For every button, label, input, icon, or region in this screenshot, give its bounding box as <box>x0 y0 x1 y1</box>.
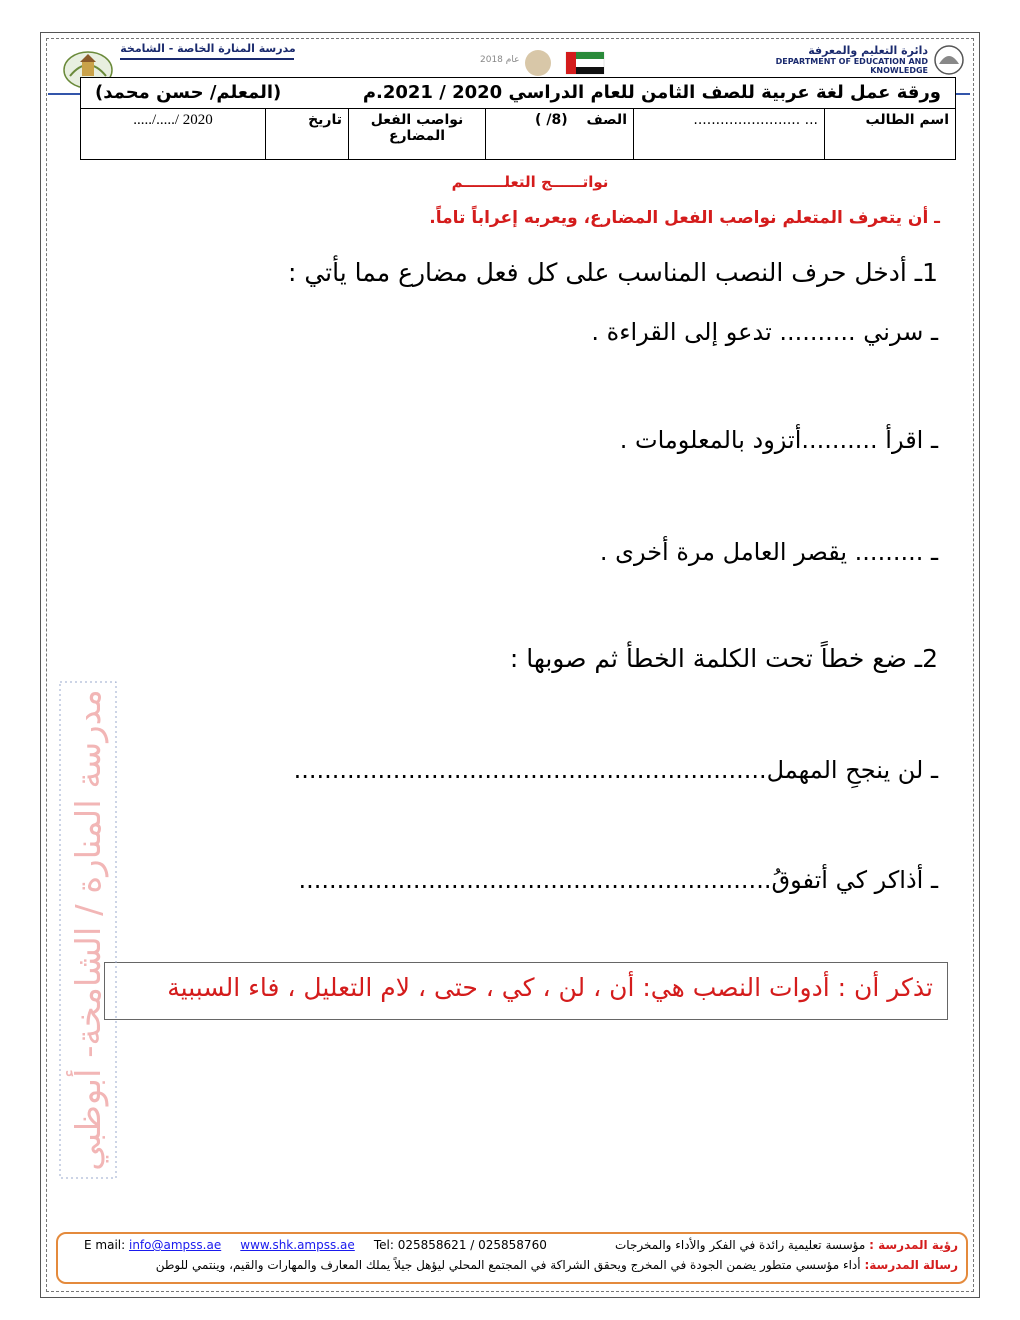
student-name-field[interactable] <box>634 109 825 160</box>
remember-box <box>104 962 948 1020</box>
teacher-name: (المعلم/ حسن محمد) <box>95 82 282 103</box>
worksheet-title: ورقة عمل لغة عربية للصف الثامن للعام الدراسي 2020 / 2021.م <box>362 82 941 103</box>
phone-numbers: Tel: 025858621 / 025858760 <box>373 1238 547 1252</box>
year-logo <box>470 46 610 80</box>
email-label: E mail: <box>84 1238 126 1252</box>
department-name-en: DEPARTMENT OF EDUCATION AND KNOWLEDGE <box>775 57 928 75</box>
date-label-cell <box>266 109 349 160</box>
question-2-item-1: ـ لن ينجحِ المهمل.............................................................. <box>293 756 938 784</box>
mission-label: رسالة المدرسة: <box>864 1258 958 1272</box>
question-2-item-2: ـ أذاكر كي أتفوقُ.............................................................. <box>298 866 938 894</box>
footer-mission <box>156 1258 958 1272</box>
student-label-cell <box>825 109 956 160</box>
footer-vision <box>615 1238 958 1252</box>
remember-text: تذكر أن : أدوات النصب هي: أن ، لن ، كي ، حتى ، لام التعليل ، فاء السببية <box>167 973 933 1002</box>
vision-label: رؤية المدرسة : <box>869 1238 958 1252</box>
footer-box <box>56 1232 968 1284</box>
grade-label: الصف <box>586 112 627 128</box>
outcomes-title: نواتــــــج التعلــــــــم <box>451 173 609 191</box>
school-name-underline <box>120 58 294 60</box>
question-1-title: 1ـ أدخل حرف النصب المناسب على كل فعل مضارع مما يأتي : <box>287 258 938 287</box>
student-label: اسم الطالب <box>865 112 949 128</box>
vision-text: مؤسسة تعليمية رائدة في الفكر والأداء والمخرجات <box>615 1238 866 1252</box>
question-1-item-1: ـ سرني .......... تدعو إلى القراءة . <box>591 318 938 346</box>
website-link[interactable]: www.shk.ampss.ae <box>240 1238 355 1252</box>
title-box <box>80 77 956 109</box>
student-name-dots: ... ........................ <box>693 112 818 128</box>
student-info-table <box>80 108 956 160</box>
emblem-icon <box>930 44 968 76</box>
question-1-item-2: ـ اقرأ ..........أتزود بالمعلومات . <box>619 426 938 454</box>
outcome-item: ـ أن يتعرف المتعلم نواصب الفعل المضارع، ويعربه إعراباً تاماً. <box>429 208 940 228</box>
grade-cell <box>486 109 634 160</box>
mission-text: أداء مؤسسي متطور يضمن الجودة في المخرج ويحقق الشراكة في المجتمع المحلي ليؤهل جيلاً يملك المعارف والمهارات والقيم، وينتمي للوطن <box>155 1258 861 1272</box>
watermark-text: مدرسة المنارة / الشامخة- أبوظبي <box>69 689 109 1171</box>
school-watermark <box>58 680 118 1180</box>
email-link[interactable]: info@ampss.ae <box>128 1238 222 1252</box>
question-1-item-3: ـ ......... يقصر العامل مرة أخرى . <box>599 538 938 566</box>
table-row <box>81 109 956 160</box>
date-field[interactable] <box>81 109 266 160</box>
department-name-ar: دائرة التعليم والمعرفة <box>808 44 928 57</box>
department-block <box>760 44 928 75</box>
footer-contact <box>84 1238 547 1252</box>
topic-cell <box>349 109 486 160</box>
date-value: ...../...../ 2020 <box>133 112 213 128</box>
date-label: تاريخ <box>308 112 342 128</box>
grade-value: (8/ ) <box>535 112 568 128</box>
question-2-title: 2ـ ضع خطاً تحت الكلمة الخطأ ثم صوبها : <box>509 644 938 673</box>
year-logo-text: عام 2018 <box>480 55 520 65</box>
school-name: مدرسة المنارة الخاصة - الشامخة <box>120 42 296 55</box>
topic-text: نواصب الفعل المضارع <box>370 112 464 144</box>
